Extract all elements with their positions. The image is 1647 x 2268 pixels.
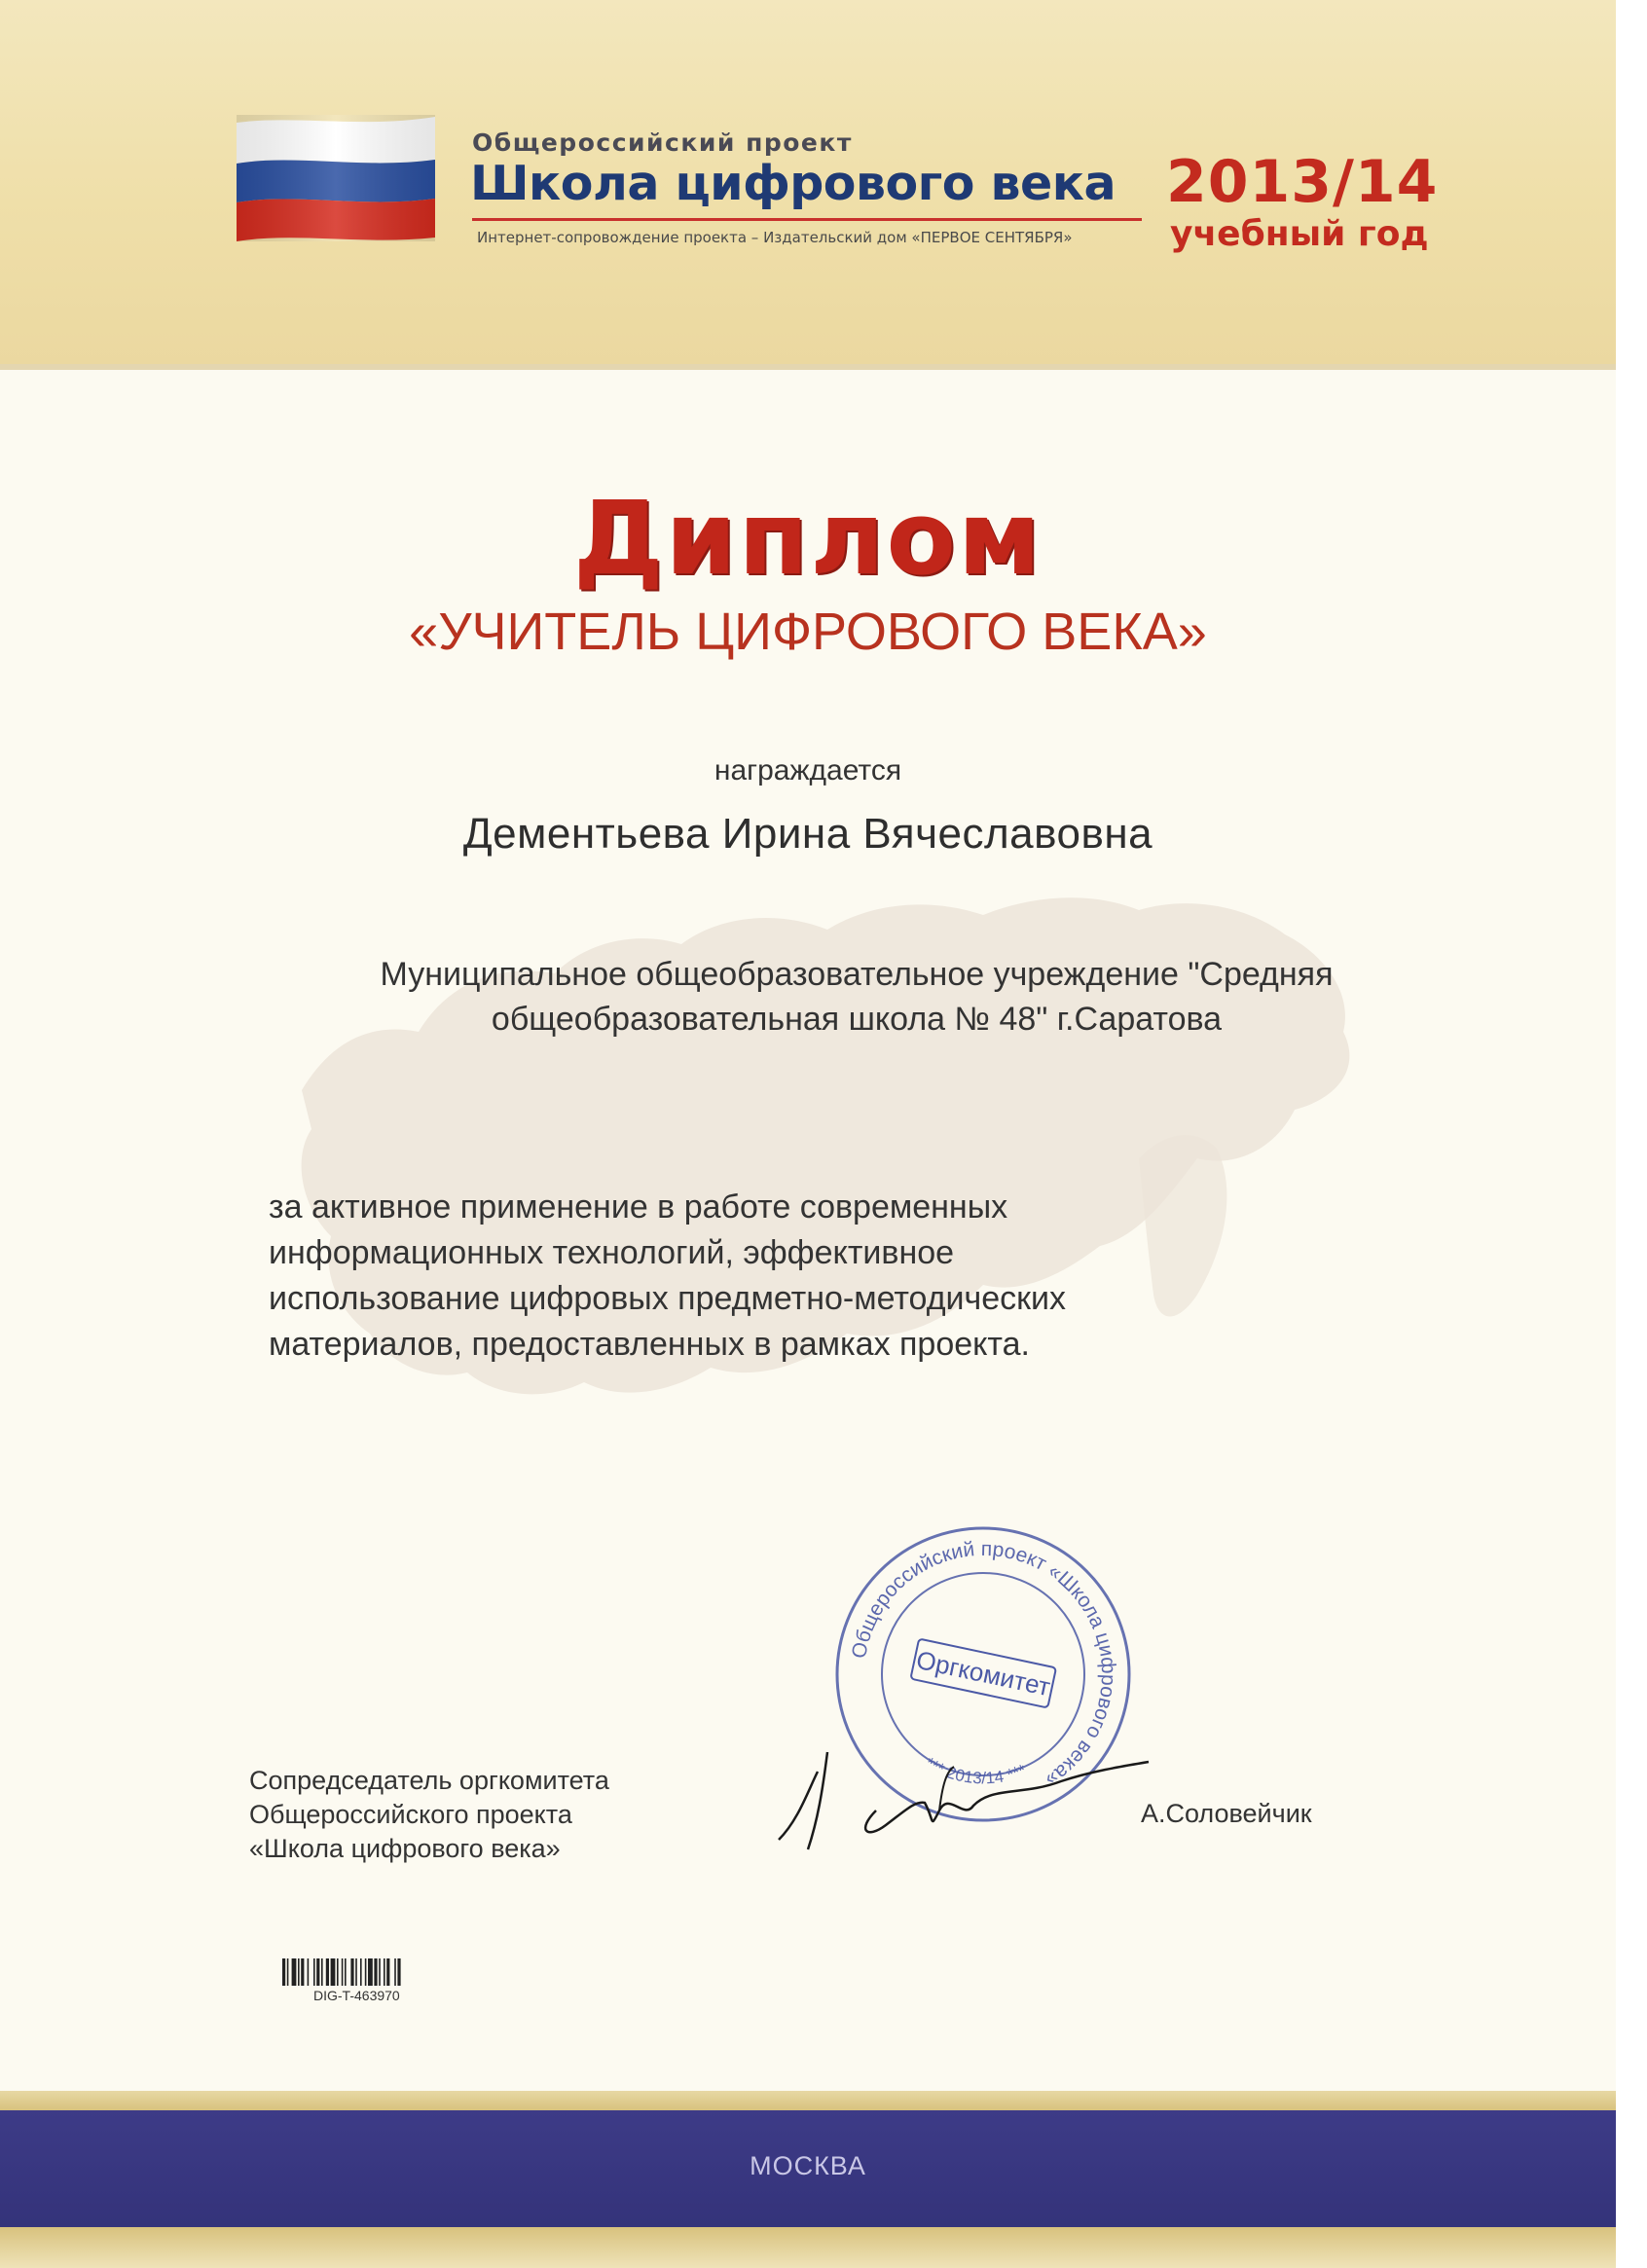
school-name: [0, 952, 1647, 1042]
footer-city: МОСКВА: [750, 2151, 866, 2180]
project-label: Общероссийский проект: [472, 128, 853, 157]
barcode-bar: [374, 1958, 377, 1986]
project-subline: Интернет-сопровождение проекта – Издательский дом «ПЕРВОЕ СЕНТЯБРЯ»: [477, 229, 1073, 246]
russia-map-watermark: [263, 837, 1382, 1480]
footer-bottom-stripe: [0, 2227, 1616, 2268]
footer-band: [0, 2110, 1616, 2227]
barcode-bar: [342, 1958, 344, 1986]
barcode-bar: [345, 1958, 347, 1986]
barcode-bar: [316, 1958, 319, 1986]
stamp-ring-text: Общероссийский проект «Школа цифрового века»: [848, 1537, 1120, 1792]
barcode-bar: [326, 1958, 329, 1986]
diploma-subtitle: «УЧИТЕЛЬ ЦИФРОВОГО ВЕКА»: [409, 603, 1207, 661]
barcode-bar: [394, 1958, 396, 1986]
barcode-bar: [298, 1958, 300, 1986]
scan-margin: [1616, 0, 1647, 2268]
signatory-name: А.Соловейчик: [1141, 1799, 1312, 1828]
barcode-bar: [313, 1958, 315, 1986]
russian-flag-icon: [237, 115, 435, 241]
role-line: Сопредседатель оргкомитета: [249, 1766, 609, 1795]
school-line: Муниципальное общеобразовательное учреждение "Средняя: [380, 956, 1334, 993]
barcode-bar: [287, 1958, 289, 1986]
reason-line: материалов, предоставленных в рамках проекта.: [269, 1326, 1030, 1363]
project-title: Школа цифрового века: [470, 156, 1116, 211]
project-title-underline: [472, 218, 1142, 221]
barcode-bar: [365, 1958, 367, 1986]
barcode-bar: [368, 1958, 373, 1986]
barcode-bar: [301, 1958, 304, 1986]
header-divider: [0, 364, 1616, 370]
reason-line: информационных технологий, эффективное: [269, 1234, 955, 1271]
barcode-bar: [321, 1958, 323, 1986]
barcode-bar: [397, 1958, 400, 1986]
barcode-bar: [331, 1958, 336, 1986]
academic-year-label: учебный год: [1170, 214, 1429, 254]
barcode: [282, 1958, 454, 1986]
barcode-bar: [379, 1958, 381, 1986]
academic-year: 2013/14: [1166, 148, 1439, 216]
stamp-bottom-text: *** 2013/14 ***: [922, 1753, 1029, 1788]
barcode-bar: [386, 1958, 389, 1986]
awarded-label: награждается: [714, 754, 902, 786]
barcode-bar: [337, 1958, 339, 1986]
recipient-name: Дементьева Ирина Вячеславовна: [462, 810, 1153, 858]
handwritten-signature: [769, 1733, 1158, 1859]
role-line: «Школа цифрового века»: [249, 1834, 561, 1863]
header-band: [0, 0, 1616, 368]
barcode-bar: [292, 1958, 297, 1986]
footer-gold-stripe: [0, 2091, 1616, 2110]
barcode-number: DIG-T-463970: [313, 1988, 400, 2003]
award-reason: [269, 1185, 1066, 1368]
diploma-title: Диплом: [573, 479, 1043, 598]
signatory-role: [249, 1764, 609, 1866]
barcode-bar: [355, 1958, 357, 1986]
school-line: общеобразовательная школа № 48" г.Саратова: [491, 1001, 1223, 1038]
role-line: Общероссийского проекта: [249, 1800, 572, 1829]
barcode-bar: [360, 1958, 362, 1986]
barcode-bar: [308, 1958, 310, 1986]
reason-line: за активное применение в работе современных: [269, 1189, 1008, 1225]
reason-line: использование цифровых предметно-методических: [269, 1280, 1067, 1317]
barcode-bar: [350, 1958, 353, 1986]
barcode-bar: [384, 1958, 385, 1986]
barcode-bar: [282, 1958, 285, 1986]
stamp-center-text: Оргкомитет: [913, 1644, 1053, 1702]
